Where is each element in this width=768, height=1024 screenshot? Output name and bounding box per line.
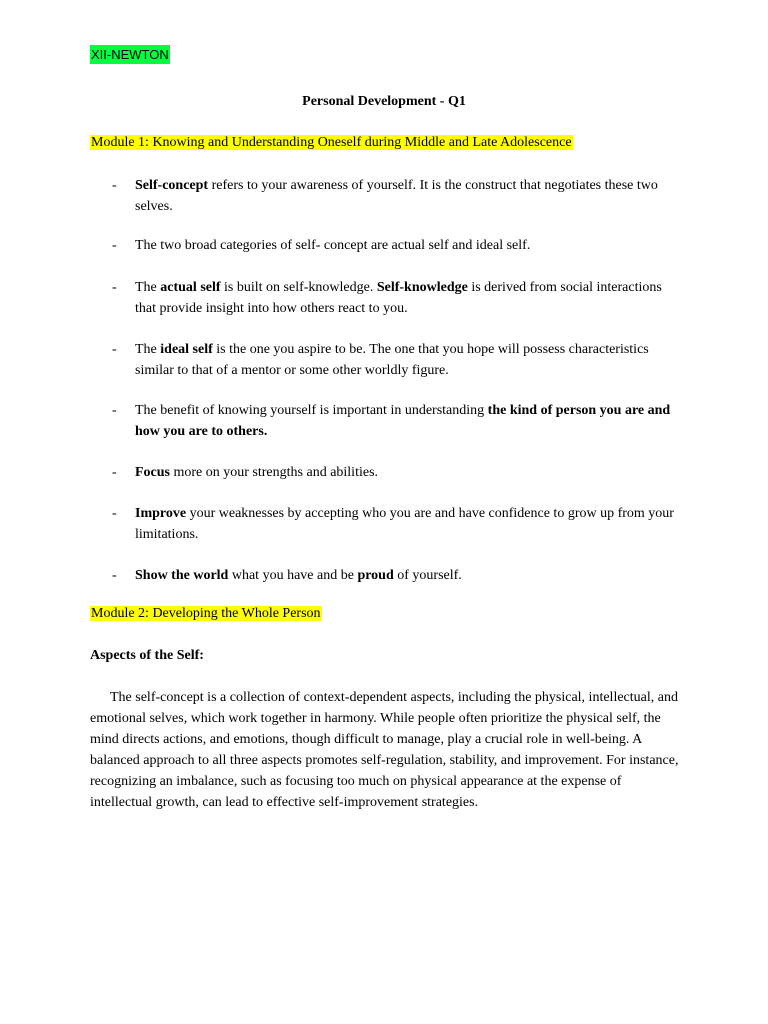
- bullet-text-part: what you have and be: [228, 568, 358, 583]
- bullet-text: [135, 462, 675, 483]
- bullet-text-part: is the one you aspire to be. The one that you hope will possess characteristics similar to that of a mentor or some other worldly figure.: [135, 342, 649, 378]
- bold-term: Self-knowledge: [376, 280, 468, 295]
- bullet-dash: -: [112, 506, 117, 521]
- bullet-text: [135, 175, 675, 217]
- document-title: Personal Development - Q1: [302, 94, 466, 109]
- bullet-text-part: is built on self-knowledge.: [220, 280, 377, 295]
- bullet-text: [135, 277, 675, 319]
- bullet-text-part: is derived from social interactions that provide insight into how others react to you.: [135, 280, 662, 316]
- bullet-text-part: The benefit of knowing yourself is important in understanding: [135, 403, 488, 418]
- bullet-dash: -: [112, 280, 117, 295]
- bullet-text: [135, 565, 675, 586]
- bold-term: Self-concept: [135, 178, 209, 193]
- bullet-text: [135, 503, 675, 545]
- aspects-of-self-paragraph: The self-concept is a collection of context-dependent aspects, including the physical, intellectual, and emotional selves, which work together in harmony. While people often prioritize the physical self, the mind directs actions, and emotions, though difficult to manage, play a crucial role in well-being. A balanced approach to all three aspects promotes self-regulation, stability, and improvement. For instance, recognizing an imbalance, such as focusing too much on physical appearance at the expense of intellectual growth, can lead to effective self-improvement strategies.: [90, 690, 679, 810]
- bullet-dash: -: [112, 568, 117, 583]
- module-2-heading: [90, 604, 322, 623]
- bullet-dash: -: [112, 403, 117, 418]
- bullet-dash: -: [112, 238, 117, 253]
- bullet-text-part: more on your strengths and abilities.: [170, 465, 379, 480]
- bullet-text: [135, 400, 675, 442]
- bullet-dash: -: [112, 465, 117, 480]
- aspects-of-self-heading: Aspects of the Self:: [90, 648, 204, 663]
- bullet-dash: -: [112, 342, 117, 357]
- bold-term: Improve: [135, 506, 187, 521]
- bullet-text-part: of yourself.: [393, 568, 462, 583]
- bullet-text-part: The: [135, 280, 161, 295]
- module-2-heading-text: Module 2: Developing the Whole Person: [91, 606, 321, 621]
- bullet-text-part: The two broad categories of self- concept are actual self and ideal self.: [135, 238, 531, 253]
- bullet-dash: -: [112, 178, 117, 193]
- class-tag: XII-NEWTON: [91, 47, 169, 62]
- bullet-text-part: refers to your awareness of yourself. It is the construct that negotiates these two selves.: [135, 178, 658, 214]
- bullet-text: [135, 235, 675, 256]
- bold-term: actual self: [160, 280, 221, 295]
- bold-term: Focus: [135, 465, 170, 480]
- bold-term: ideal self: [160, 342, 213, 357]
- bold-term: the kind of person you are and how you are to others.: [135, 403, 671, 439]
- module-1-heading-text: Module 1: Knowing and Understanding Oneself during Middle and Late Adolescence: [91, 135, 572, 150]
- module-1-heading: [90, 133, 573, 152]
- bullet-text-part: your weaknesses by accepting who you are and have confidence to grow up from your limitations.: [135, 506, 674, 542]
- bullet-text: [135, 339, 675, 381]
- bold-term: Show the world: [135, 568, 229, 583]
- bullet-text-part: The: [135, 342, 161, 357]
- bold-term: proud: [357, 568, 394, 583]
